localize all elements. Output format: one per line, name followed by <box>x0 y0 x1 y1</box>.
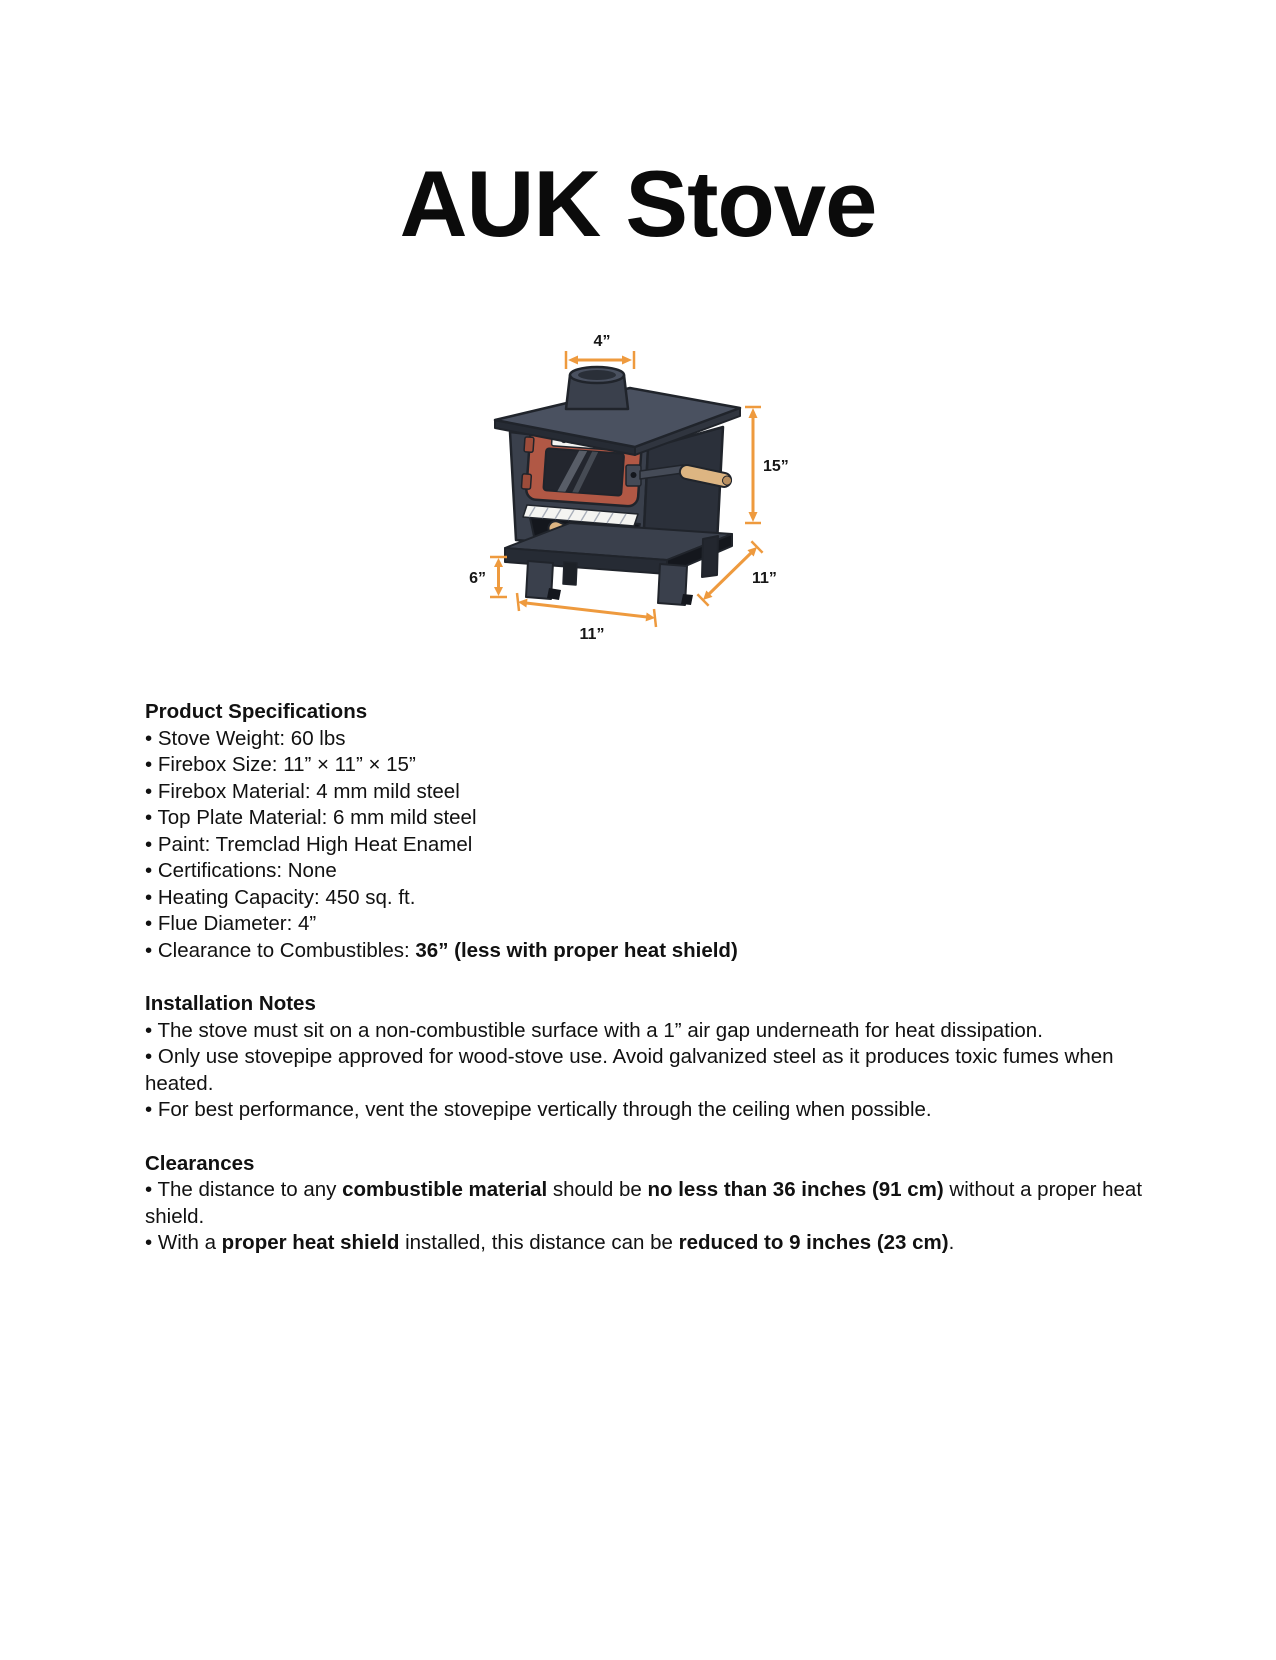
list-item: • The stove must sit on a non-combustible surface with a 1” air gap underneath for heat dissipation. <box>145 1018 1043 1042</box>
dim-height-label: 15” <box>763 458 789 475</box>
stove-illustration <box>435 298 805 643</box>
list-item: • Heating Capacity: 450 sq. ft. <box>145 885 416 909</box>
page-title: AUK Stove <box>399 151 877 256</box>
door-hinge-bottom <box>521 474 531 490</box>
list-item: • Top Plate Material: 6 mm mild steel <box>145 806 477 829</box>
section-heading: Installation Notes <box>145 992 316 1015</box>
dim-leg-height-label: 6” <box>469 570 486 587</box>
list-item: • Certifications: None <box>145 859 337 882</box>
list-item: • Flue Diameter: 4” <box>145 912 317 935</box>
dim-flue-label: 4” <box>593 333 611 350</box>
section-product-specifications <box>145 699 1150 964</box>
clearances-list <box>145 1177 1150 1257</box>
list-item: • Only use stovepipe approved for wood-stove use. Avoid galvanized steel as it produces toxic fumes when heated. <box>145 1045 1114 1095</box>
section-clearances <box>145 1151 1150 1257</box>
list-item: • Stove Weight: 60 lbs <box>145 726 346 750</box>
list-item: • Paint: Tremclad High Heat Enamel <box>145 832 473 856</box>
section-installation-notes <box>145 991 1150 1124</box>
flue-collar <box>566 367 628 409</box>
installation-list <box>145 1018 1150 1124</box>
dim-width-label: 11” <box>579 626 605 643</box>
dimension-height <box>745 407 789 523</box>
stove-diagram <box>435 298 805 643</box>
spec-list <box>145 726 1150 965</box>
list-item: • Firebox Material: 4 mm mild steel <box>145 779 460 803</box>
list-item: • The distance to any combustible material should be no less than 36 inches (91 cm) without a proper heat shield. <box>145 1178 1143 1228</box>
section-heading: Clearances <box>145 1151 255 1175</box>
dimension-width <box>517 593 656 643</box>
dimension-flue-width <box>566 333 634 369</box>
list-item: • Clearance to Combustibles: 36” (less with proper heat shield) <box>145 938 738 962</box>
dimension-leg-height <box>469 557 507 597</box>
list-item: • With a proper heat shield installed, this distance can be reduced to 9 inches (23 cm). <box>145 1231 955 1254</box>
list-item: • Firebox Size: 11” × 11” × 15” <box>145 753 416 776</box>
door-hinge-top <box>524 437 534 453</box>
list-item: • For best performance, vent the stovepipe vertically through the ceiling when possible. <box>145 1098 932 1121</box>
dim-depth-label: 11” <box>752 570 777 587</box>
spec-content <box>145 699 1150 1257</box>
section-heading: Product Specifications <box>145 700 368 723</box>
